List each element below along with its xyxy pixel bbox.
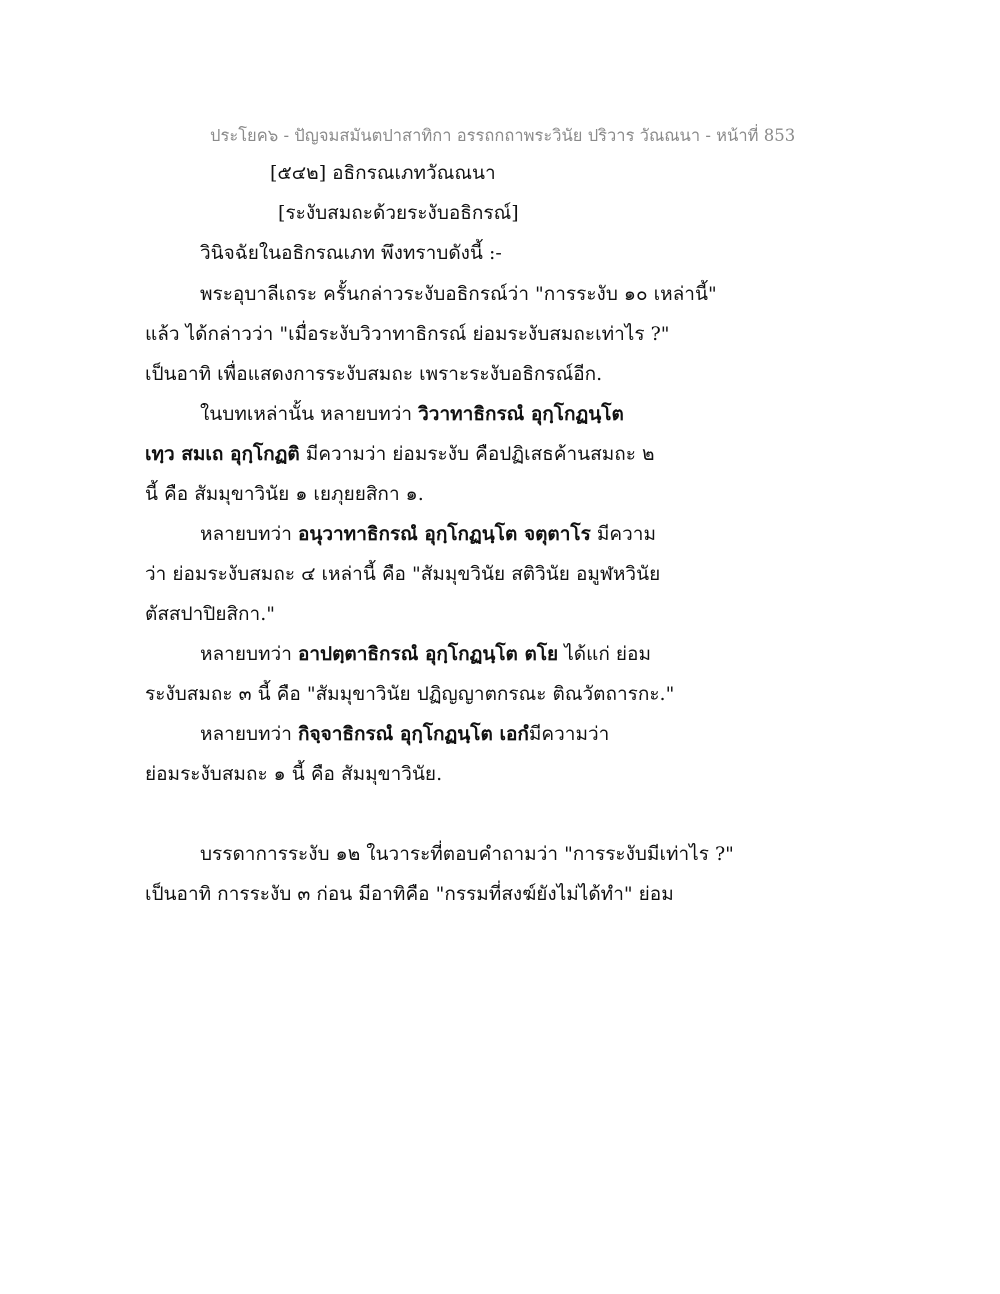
paragraph-line: ตัสสปาปิยสิกา." (145, 603, 276, 625)
paragraph-line: วินิจฉัยในอธิกรณเภท พึงทราบดังนี้ :- (200, 242, 502, 264)
paragraph-line (200, 521, 656, 547)
paragraph-line: เป็นอาทิ การระงับ ๓ ก่อน มีอาทิคือ "กรรมที่สงฆ์ยังไม่ได้ทำ" ย่อม (145, 883, 674, 905)
pali-term: เทฺว สมเถ อุกฺโกฏติ (145, 443, 300, 465)
line-text: ในบทเหล่านั้น หลายบทว่า (200, 403, 419, 425)
pali-term: วิวาทาธิกรณํ อุกฺโกฏนฺโต (418, 403, 624, 425)
subheading: [ระงับสมถะด้วยระงับอธิกรณ์] (278, 202, 519, 224)
section-title: [๕๔๒] อธิกรณเภทวัณณนา (270, 162, 496, 184)
line-text: หลายบทว่า (200, 643, 298, 665)
paragraph-line (145, 441, 655, 467)
paragraph-line: ย่อมระงับสมถะ ๑ นี้ คือ สัมมุขาวินัย. (145, 763, 443, 785)
line-text: มีความว่า ย่อมระงับ คือปฏิเสธค้านสมถะ ๒ (299, 443, 655, 465)
line-text: มีความ (590, 523, 656, 545)
paragraph-line: นี้ คือ สัมมุขาวินัย ๑ เยภุยยสิกา ๑. (145, 483, 424, 505)
paragraph-line: แล้ว ได้กล่าวว่า "เมื่อระงับวิวาทาธิกรณ์ ย่อมระงับสมถะเท่าไร ?" (145, 323, 670, 345)
paragraph-line: เป็นอาทิ เพื่อแสดงการระงับสมถะ เพราะระงับอธิกรณ์อีก. (145, 363, 603, 385)
paragraph-line (200, 401, 624, 427)
line-text: หลายบทว่า (200, 723, 298, 745)
line-text: หลายบทว่า (200, 523, 298, 545)
line-text: มีความว่า (528, 723, 610, 745)
paragraph-line: พระอุบาลีเถระ ครั้นกล่าวระงับอธิกรณ์ว่า "การระงับ ๑๐ เหล่านี้" (200, 283, 717, 305)
paragraph-line (200, 721, 609, 747)
line-text: ได้แก่ ย่อม (558, 643, 651, 665)
pali-term: อาปตฺตาธิกรณํ อุกฺโกฏนฺโต ตโย (297, 643, 559, 665)
paragraph-line: บรรดาการระงับ ๑๒ ในวาระที่ตอบคำถามว่า "การระงับมีเท่าไร ?" (200, 843, 734, 865)
pali-term: อนุวาทาธิกรณํ อุกฺโกฏนฺโต จตุตาโร (297, 523, 591, 545)
pali-term: กิจฺจาธิกรณํ อุกฺโกฏนฺโต เอกํ (297, 723, 529, 745)
paragraph-line: ระงับสมถะ ๓ นี้ คือ "สัมมุขาวินัย ปฏิญญาตกรณะ ติณวัตถารกะ." (145, 683, 675, 705)
page-header: ประโยค๖ - ปัญจมสมันตปาสาทิกา อรรถกถาพระวินัย ปริวาร วัณณนา - หน้าที่ 853 (210, 126, 796, 145)
paragraph-line: ว่า ย่อมระงับสมถะ ๔ เหล่านี้ คือ "สัมมุขวินัย สติวินัย อมูฬหวินัย (145, 563, 661, 585)
paragraph-line (200, 641, 651, 667)
